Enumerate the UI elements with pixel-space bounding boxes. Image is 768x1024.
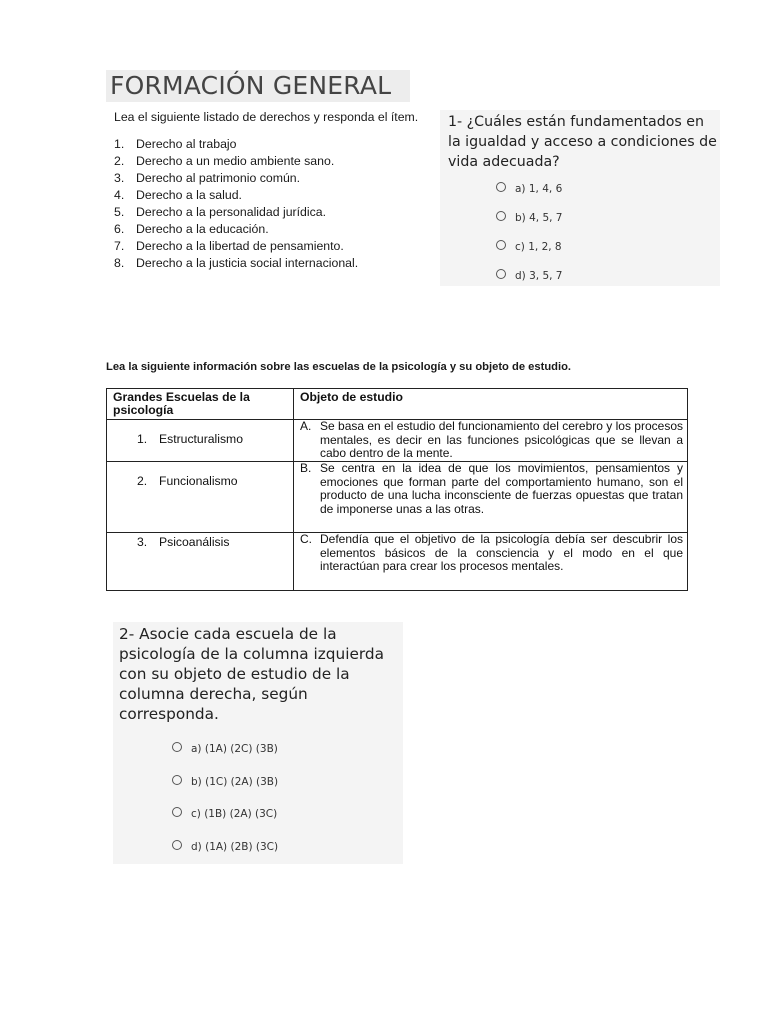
- question-2-card: [113, 622, 403, 864]
- question-2-option-c[interactable]: c) (1B) (2A) (3C): [172, 808, 277, 820]
- radio-icon[interactable]: [172, 807, 182, 817]
- question-1-option-b[interactable]: b) 4, 5, 7: [496, 212, 563, 224]
- table-row: [107, 462, 688, 533]
- radio-icon[interactable]: [496, 211, 506, 221]
- object-cell: C. Defendía que el objetivo de la psicología debía ser descubrir los elementos básicos de la consciencia y el modo en el que interactúan para crear los procesos mentales.: [294, 533, 688, 591]
- object-text: Defendía que el objetivo de la psicología debía ser descubrir los elementos básicos de la consciencia y el modo en el que interactúan para crear los procesos mentales.: [320, 532, 683, 573]
- schools-table: [106, 388, 688, 591]
- list-item: 2. Derecho a un medio ambiente sano.: [114, 154, 335, 168]
- object-cell: A. Se basa en el estudio del funcionamiento del cerebro y los procesos mentales, es decir en las funciones psicológicas que se llevan a cabo dentro de la mente.: [294, 420, 688, 462]
- question-1-option-d[interactable]: d) 3, 5, 7: [496, 270, 563, 282]
- school-cell: 1. Estructuralismo: [107, 420, 294, 462]
- radio-icon[interactable]: [172, 840, 182, 850]
- rights-instructions: Lea el siguiente listado de derechos y responda el ítem.: [114, 110, 419, 124]
- object-cell: B. Se centra en la idea de que los movimientos, pensamientos y emociones que forman parte del comportamiento humano, son el producto de una lucha inconsciente de fuerzas opuestas que tratan de imponerse unas a las otras.: [294, 462, 688, 533]
- list-item: 5. Derecho a la personalidad jurídica.: [114, 205, 327, 219]
- radio-icon[interactable]: [172, 742, 182, 752]
- question-2-option-b[interactable]: b) (1C) (2A) (3B): [172, 776, 278, 788]
- radio-icon[interactable]: [496, 240, 506, 250]
- table-header-object: Objeto de estudio: [294, 389, 688, 420]
- list-item: 6. Derecho a la educación.: [114, 222, 269, 236]
- question-2-option-a[interactable]: a) (1A) (2C) (3B): [172, 743, 278, 755]
- list-item: 7. Derecho a la libertad de pensamiento.: [114, 239, 344, 253]
- question-1-card: [440, 110, 720, 286]
- object-text: Se basa en el estudio del funcionamiento del cerebro y los procesos mentales, es decir en las funciones psicológicas que se llevan a cabo dentro de la mente.: [320, 419, 683, 460]
- radio-icon[interactable]: [172, 775, 182, 785]
- table-row: [107, 420, 688, 462]
- school-name: Funcionalismo: [159, 474, 238, 488]
- school-cell: 3. Psicoanálisis: [107, 533, 294, 591]
- question-1-option-a[interactable]: a) 1, 4, 6: [496, 183, 562, 195]
- school-name: Psicoanálisis: [159, 535, 230, 549]
- school-cell: 2. Funcionalismo: [107, 462, 294, 533]
- question-2-option-d[interactable]: d) (1A) (2B) (3C): [172, 841, 278, 853]
- list-item: 4. Derecho a la salud.: [114, 188, 242, 202]
- list-item: 3. Derecho al patrimonio común.: [114, 171, 301, 185]
- object-text: Se centra en la idea de que los movimientos, pensamientos y emociones que forman parte del comportamiento humano, son el producto de una lucha inconsciente de fuerzas opuestas que tratan de imponerse unas a las otras.: [320, 461, 683, 516]
- table-row: [107, 533, 688, 591]
- radio-icon[interactable]: [496, 269, 506, 279]
- list-item: 8. Derecho a la justicia social internacional.: [114, 256, 359, 270]
- school-name: Estructuralismo: [159, 432, 243, 446]
- question-1-option-c[interactable]: c) 1, 2, 8: [496, 241, 562, 253]
- radio-icon[interactable]: [496, 182, 506, 192]
- question-2-text: 2- Asocie cada escuela de la psicología de la columna izquierda con su objeto de estudio de la columna derecha, según corresponda.: [119, 625, 384, 723]
- table-header-schools: Grandes Escuelas de la psicología: [107, 389, 294, 420]
- question-1-text: 1- ¿Cuáles están fundamentados en la igualdad y acceso a condiciones de vida adecuada?: [448, 114, 717, 170]
- table-header-row: [107, 389, 688, 420]
- table-instructions: Lea la siguiente información sobre las escuelas de la psicología y su objeto de estudio.: [106, 361, 572, 373]
- page-title: FORMACIÓN GENERAL: [106, 70, 410, 102]
- list-item: 1. Derecho al trabajo: [114, 137, 237, 151]
- rights-list: [114, 136, 358, 272]
